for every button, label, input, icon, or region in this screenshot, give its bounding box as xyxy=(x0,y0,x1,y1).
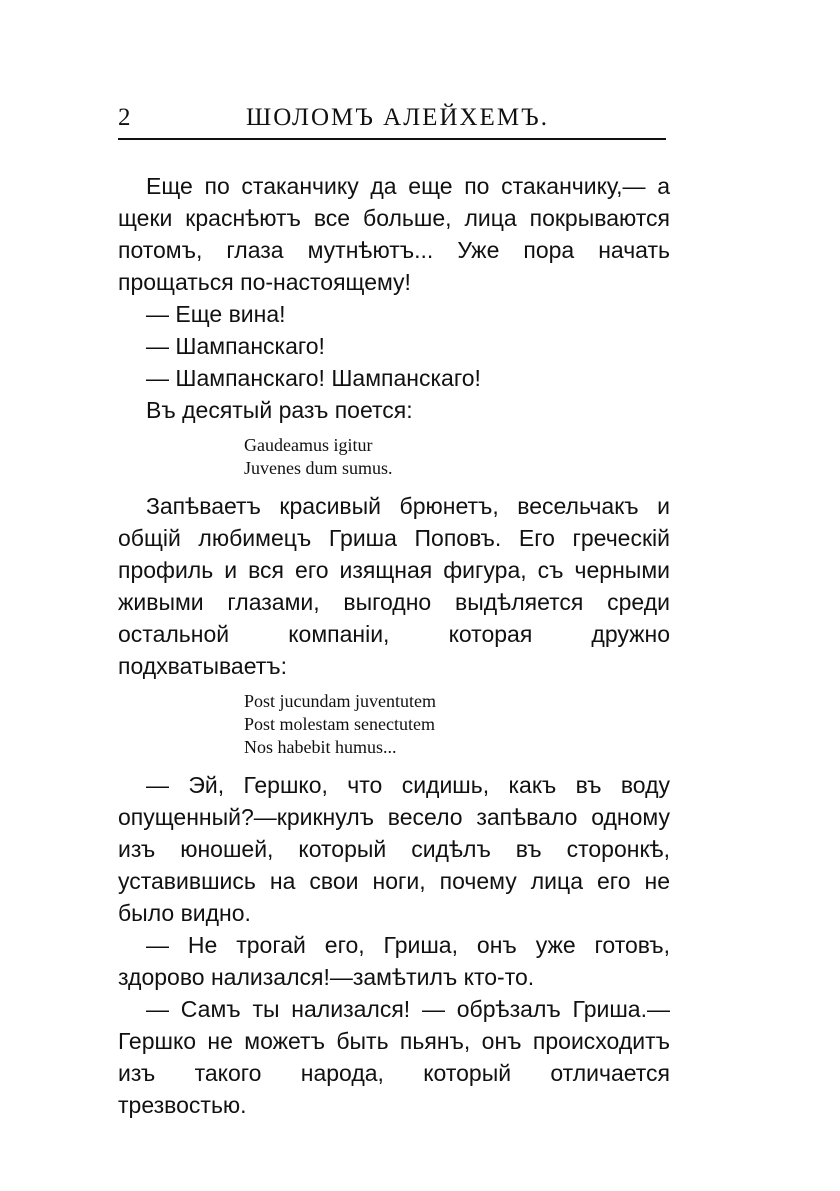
running-title: ШОЛОМЪ АЛЕЙХЕМЪ. xyxy=(246,104,549,131)
paragraph: — Еще вина! xyxy=(146,301,286,327)
paragraph: — Не трогай его, Гриша, онъ уже готовъ, здорово нализался!—замѣтилъ кто-то. xyxy=(118,932,670,990)
paragraph: — Шампанскаго! Шампанскаго! xyxy=(146,365,481,391)
verse-line: Nos habebit humus... xyxy=(244,737,397,757)
body-text xyxy=(118,170,670,1121)
verse-line: Gaudeamus igitur xyxy=(244,435,373,455)
paragraph: Еще по стаканчику да еще по стаканчику,— а щеки краснѣютъ все больше, лица покрываются потомъ, глаза мутнѣютъ... Уже пора начать прощаться по-настоящему! xyxy=(118,173,670,295)
header-rule xyxy=(118,138,666,140)
verse-line: Post molestam senectutem xyxy=(244,714,435,734)
paragraph: — Шампанскаго! xyxy=(146,333,325,359)
page-header xyxy=(118,104,668,136)
latin-verse-1 xyxy=(244,434,670,480)
paragraph: Въ десятый разъ поется: xyxy=(146,397,413,423)
paragraph: — Эй, Гершко, что сидишь, какъ въ воду опущенный?—крикнулъ весело запѣвало одному изъ юношей, который сидѣлъ въ сторонкѣ, уставившись на свои ноги, почему лица его не было видно. xyxy=(118,772,670,926)
page-number: 2 xyxy=(118,104,132,131)
latin-verse-2 xyxy=(244,690,670,759)
verse-line: Juvenes dum sumus. xyxy=(244,458,393,478)
verse-line: Post jucundam juventutem xyxy=(244,691,436,711)
paragraph: — Самъ ты нализался! — обрѣзалъ Гриша.— Гершко не можетъ быть пьянъ, онъ происходитъ изъ такого народа, который отличается трезвостью. xyxy=(118,996,670,1118)
paragraph: Запѣваетъ красивый брюнетъ, весельчакъ и общій любимецъ Гриша Поповъ. Его греческій профиль и вся его изящная фигура, съ черными живыми глазами, выгодно выдѣляется среди остальной компаніи, которая дружно подхватываетъ: xyxy=(118,493,670,679)
